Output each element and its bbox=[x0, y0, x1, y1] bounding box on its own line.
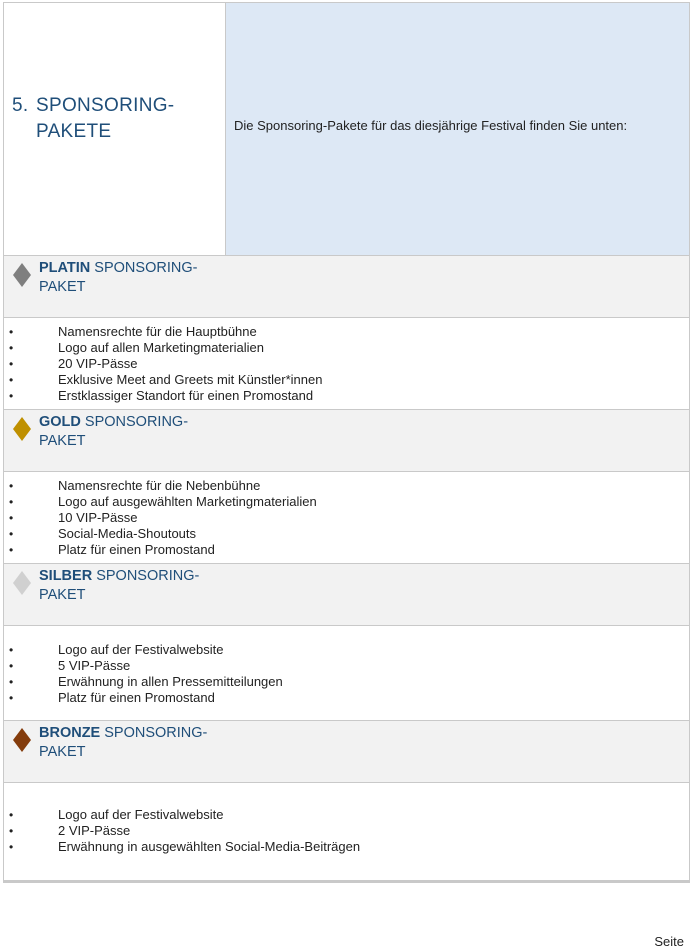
list-item: • Erwähnung in allen Pressemitteilungen bbox=[4, 674, 689, 690]
diamond-shape bbox=[13, 263, 31, 287]
diamond-shape bbox=[13, 571, 31, 595]
package-suffix-line2: PAKET bbox=[39, 433, 86, 449]
package-header-gold bbox=[4, 410, 689, 472]
package-header-silber bbox=[4, 564, 689, 626]
list-item: • Namensrechte für die Nebenbühne bbox=[4, 478, 689, 494]
list-item: • Logo auf ausgewählten Marketingmaterialien bbox=[4, 494, 689, 510]
section-title-line2: PAKETE bbox=[36, 121, 112, 142]
list-item: • Namensrechte für die Hauptbühne bbox=[4, 324, 689, 340]
package-benefits-bronze bbox=[4, 783, 689, 882]
section-number: 5. bbox=[12, 95, 29, 116]
list-item: • Logo auf der Festivalwebsite bbox=[4, 642, 689, 658]
package-suffix: SPONSORING- bbox=[100, 725, 208, 741]
section-title-cell bbox=[4, 3, 226, 255]
document bbox=[3, 2, 690, 883]
intro-text: Die Sponsoring-Pakete für das diesjährige Festival finden Sie unten: bbox=[234, 117, 628, 133]
diamond-icon-svg bbox=[12, 262, 32, 288]
package-benefits-gold bbox=[4, 472, 689, 564]
diamond-icon-svg bbox=[12, 570, 32, 596]
package-benefits-silber bbox=[4, 626, 689, 721]
list-item: • Erwähnung in ausgewählten Social-Media-Beiträgen bbox=[4, 839, 689, 855]
package-title bbox=[39, 413, 188, 451]
package-header-bronze bbox=[4, 721, 689, 783]
section-header bbox=[4, 3, 689, 256]
diamond-icon bbox=[12, 570, 25, 583]
diamond-shape bbox=[13, 417, 31, 441]
diamond-icon-svg bbox=[12, 416, 32, 442]
list-item: • 20 VIP-Pässe bbox=[4, 356, 689, 372]
package-suffix: SPONSORING- bbox=[90, 260, 198, 276]
intro-cell bbox=[226, 3, 689, 255]
package-tier: SILBER bbox=[39, 568, 93, 584]
list-item: • 2 VIP-Pässe bbox=[4, 823, 689, 839]
package-title bbox=[39, 724, 207, 762]
package-suffix: SPONSORING- bbox=[80, 414, 189, 430]
package-suffix-line2: PAKET bbox=[39, 744, 86, 760]
section-title-line1: SPONSORING- bbox=[36, 95, 175, 116]
diamond-icon-svg bbox=[12, 727, 32, 753]
diamond-icon bbox=[12, 416, 25, 429]
package-suffix-line2: PAKET bbox=[39, 587, 86, 603]
list-item: • Exklusive Meet and Greets mit Künstler*innen bbox=[4, 372, 689, 388]
package-tier: PLATIN bbox=[39, 260, 91, 276]
package-suffix-line2: PAKET bbox=[39, 279, 86, 295]
list-item: • Erstklassiger Standort für einen Promostand bbox=[4, 388, 689, 404]
package-suffix: SPONSORING- bbox=[92, 568, 200, 584]
package-title bbox=[39, 567, 199, 605]
list-item: • Social-Media-Shoutouts bbox=[4, 526, 689, 542]
list-item: • Logo auf der Festivalwebsite bbox=[4, 807, 689, 823]
page-footer: Seite bbox=[654, 934, 684, 949]
package-tier: BRONZE bbox=[39, 725, 101, 741]
package-header-platin bbox=[4, 256, 689, 318]
list-item: • 5 VIP-Pässe bbox=[4, 658, 689, 674]
package-tier: GOLD bbox=[39, 414, 81, 430]
list-item: • Platz für einen Promostand bbox=[4, 690, 689, 706]
diamond-shape bbox=[13, 728, 31, 752]
diamond-icon bbox=[12, 727, 25, 740]
package-title bbox=[39, 259, 197, 297]
list-item: • 10 VIP-Pässe bbox=[4, 510, 689, 526]
package-benefits-platin bbox=[4, 318, 689, 410]
list-item: • Logo auf allen Marketingmaterialien bbox=[4, 340, 689, 356]
diamond-icon bbox=[12, 262, 25, 275]
list-item: • Platz für einen Promostand bbox=[4, 542, 689, 558]
section-title bbox=[12, 93, 174, 145]
